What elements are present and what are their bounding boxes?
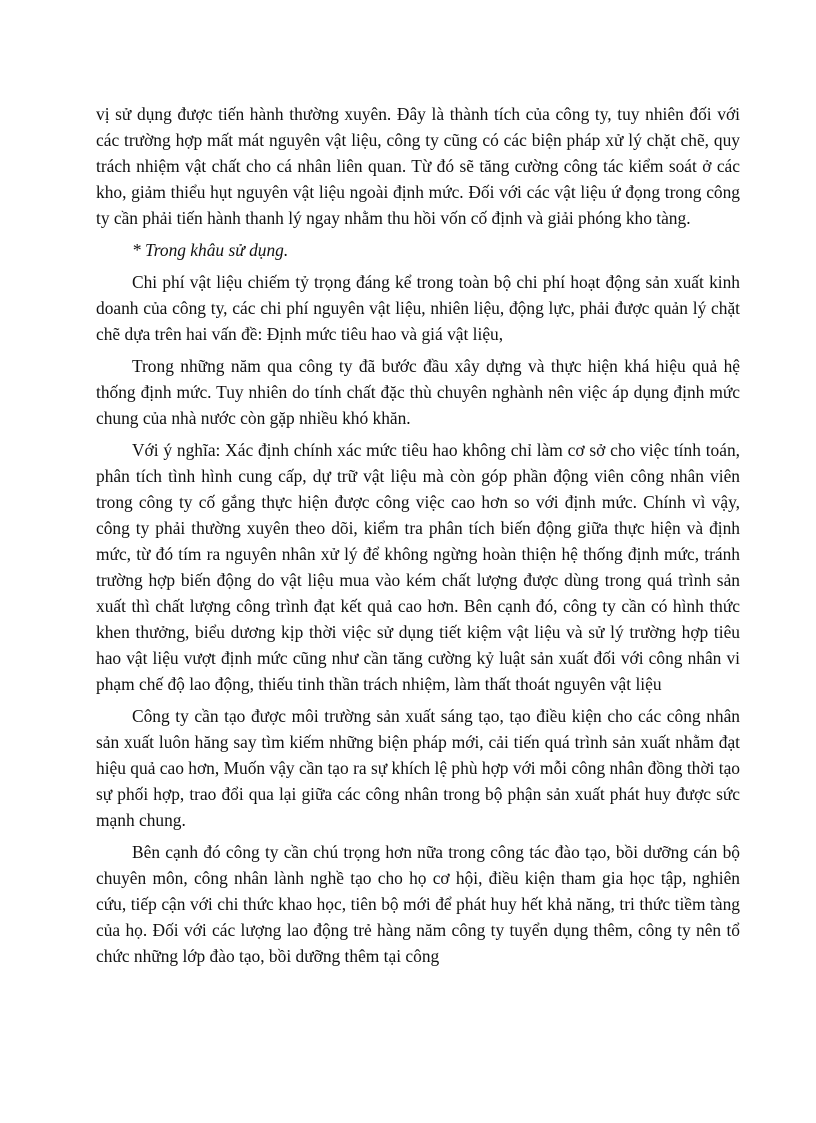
- section-subheading: * Trong khâu sử dụng.: [132, 240, 289, 260]
- paragraph-material-costs: Chi phí vật liệu chiếm tỷ trọng đáng kể trong toàn bộ chi phí hoạt động sản xuất kinh doanh của công ty, các chi phí nguyên vật liệu, nhiên liệu, động lực, phải được quản lý chặt chẽ dựa trên hai vấn đề: Định mức tiêu hao và giá vật liệu,: [96, 272, 740, 344]
- paragraph-significance: Với ý nghĩa: Xác định chính xác mức tiêu hao không chỉ làm cơ sở cho việc tính toán, phân tích tình hình cung cấp, dự trữ vật liệu mà còn góp phần động viên công nhân viên trong công ty cố gắng thực hiện được công việc cao hơn so với định mức. Chính vì vậy, công ty phải thường xuyên theo dõi, kiểm tra phân tích biến động giữa thực hiện và định mức, từ đó tím ra nguyên nhân xử lý để không ngừng hoàn thiện hệ thống định mức, tránh trường hợp biến động do vật liệu mua vào kém chất lượng được dùng trong quá trình sản xuất thì chất lượng công trình đạt kết quả cao hơn. Bên cạnh đó, công ty cần có hình thức khen thưởng, biểu dương kịp thời việc sử dụng tiết kiệm vật liệu và sử lý trường hợp tiêu hao vật liệu vượt định mức cũng như cần tăng cường kỷ luật sản xuất đối với công nhân vi phạm chế độ lao động, thiếu tinh thần trách nhiệm, làm thất thoát nguyên vật liệu: [96, 440, 740, 694]
- document-page: [96, 101, 740, 975]
- paragraph-norm-system: Trong những năm qua công ty đã bước đầu xây dựng và thực hiện khá hiệu quả hệ thống định mức. Tuy nhiên do tính chất đặc thù chuyên nghành nên việc áp dụng định mức chung của nhà nước còn gặp nhiều khó khăn.: [96, 356, 740, 428]
- paragraph-continuation: vị sử dụng được tiến hành thường xuyên. Đây là thành tích của công ty, tuy nhiên đối với các trường hợp mất mát nguyên vật liệu, công ty cũng có các biện pháp xử lý chặt chẽ, quy trách nhiệm vật chất cho cá nhân liên quan. Từ đó sẽ tăng cường công tác kiểm soát ở các kho, giảm thiểu hụt nguyên vật liệu ngoài định mức. Đối với các vật liệu ứ đọng trong công ty cần phải tiến hành thanh lý ngay nhằm thu hồi vốn cố định và giải phóng kho tàng.: [96, 104, 740, 228]
- paragraph-training: Bên cạnh đó công ty cần chú trọng hơn nữa trong công tác đào tạo, bồi dưỡng cán bộ chuyên môn, công nhân lành nghề tạo cho họ cơ hội, điều kiện tham gia học tập, nghiên cứu, tiếp cận với chi thức khao học, tiên bộ mới để phát huy hết khả năng, tri thức tiềm tàng của họ. Đối với các lượng lao động trẻ hàng năm công ty tuyển dụng thêm, công ty nên tổ chức những lớp đào tạo, bồi dưỡng thêm tại công: [96, 842, 740, 966]
- paragraph-creative-environment: Công ty cần tạo được môi trường sản xuất sáng tạo, tạo điều kiện cho các công nhân sản xuất luôn hăng say tìm kiếm những biện pháp mới, cải tiến quá trình sản xuất nhằm đạt hiệu quả cao hơn, Muốn vậy cần tạo ra sự khích lệ phù hợp với mỗi công nhân đồng thời tạo sự phối hợp, trao đổi qua lại giữa các công nhân trong bộ phận sản xuất phát huy được sức mạnh chung.: [96, 706, 740, 830]
